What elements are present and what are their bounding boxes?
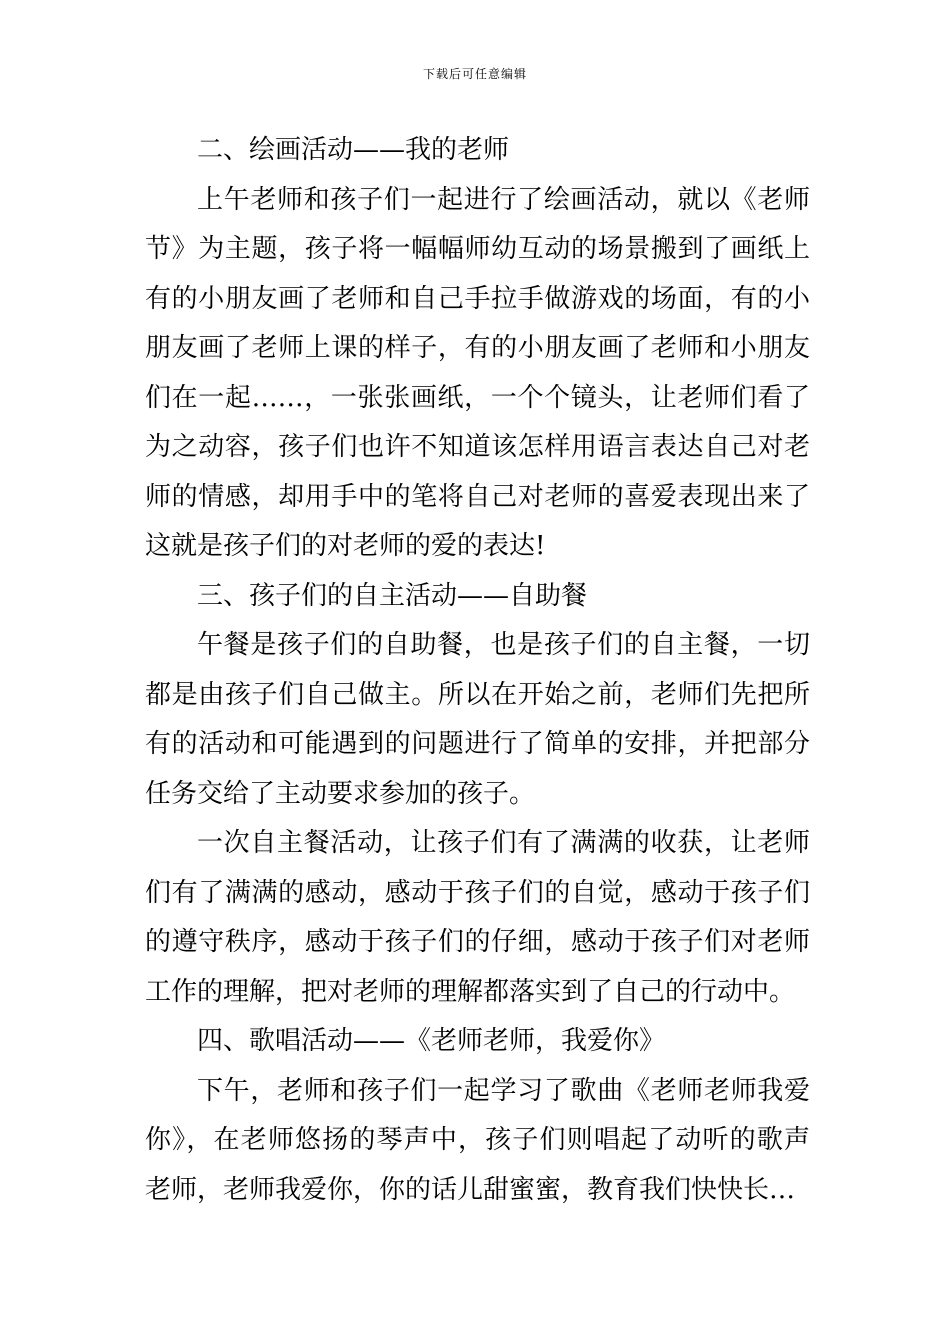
document-body [145,126,810,1215]
text-line: 午餐是孩子们的自助餐，也是孩子们的自主餐，一切 [197,630,810,660]
text-line: 老师，老师我爱你，你的话儿甜蜜蜜，教育我们快快长… [145,1174,796,1205]
paragraph [145,819,810,1017]
text-line: 为之动容，孩子们也许不知道该怎样用语言表达自己对老 [145,432,810,462]
text-line: 都是由孩子们自己做主。所以在开始之前，老师们先把所 [145,679,810,710]
text-line: 工作的理解，把对老师的理解都落实到了自己的行动中。 [145,976,796,1007]
text-line: 上午老师和孩子们一起进行了绘画活动，就以《老师 [197,184,810,215]
section-drawing-activity [145,126,810,572]
text-line: 节》为主题，孩子将一幅幅师幼互动的场景搬到了画纸上 [145,234,810,264]
paragraph [145,176,810,572]
text-line: 这就是孩子们的对老师的爱的表达! [145,531,546,561]
text-line: 的遵守秩序，感动于孩子们的仔细，感动于孩子们对老师 [145,927,810,957]
text-line: 有的活动和可能遇到的问题进行了简单的安排，并把部分 [145,729,810,759]
section-heading: 二、绘画活动——我的老师 [197,135,510,165]
text-line: 任务交给了主动要求参加的孩子。 [145,778,536,809]
text-line: 一次自主餐活动，让孩子们有了满满的收获，让老师 [197,828,810,858]
text-line: 们在一起……，一张张画纸，一个个镜头，让老师们看了 [145,382,810,413]
text-line: 们有了满满的感动，感动于孩子们的自觉，感动于孩子们 [145,877,810,908]
section-buffet-activity [145,572,810,1018]
section-singing-activity [145,1017,810,1215]
page-header: 下载后可任意编辑 [422,67,527,81]
text-line: 有的小朋友画了老师和自己手拉手做游戏的场面，有的小 [145,283,810,314]
paragraph [145,1067,810,1216]
text-line: 朋友画了老师上课的样子，有的小朋友画了老师和小朋友 [145,333,810,363]
text-line: 师的情感，却用手中的笔将自己对老师的喜爱表现出来了 [145,481,810,512]
paragraph [145,621,810,819]
text-line: 你》，在老师悠扬的琴声中，孩子们则唱起了动听的歌声 [145,1125,810,1155]
text-line: 下午，老师和孩子们一起学习了歌曲《老师老师我爱 [197,1075,810,1106]
section-heading: 三、孩子们的自主活动——自助餐 [197,580,588,611]
section-heading: 四、歌唱活动——《老师老师，我爱你》 [197,1026,666,1056]
